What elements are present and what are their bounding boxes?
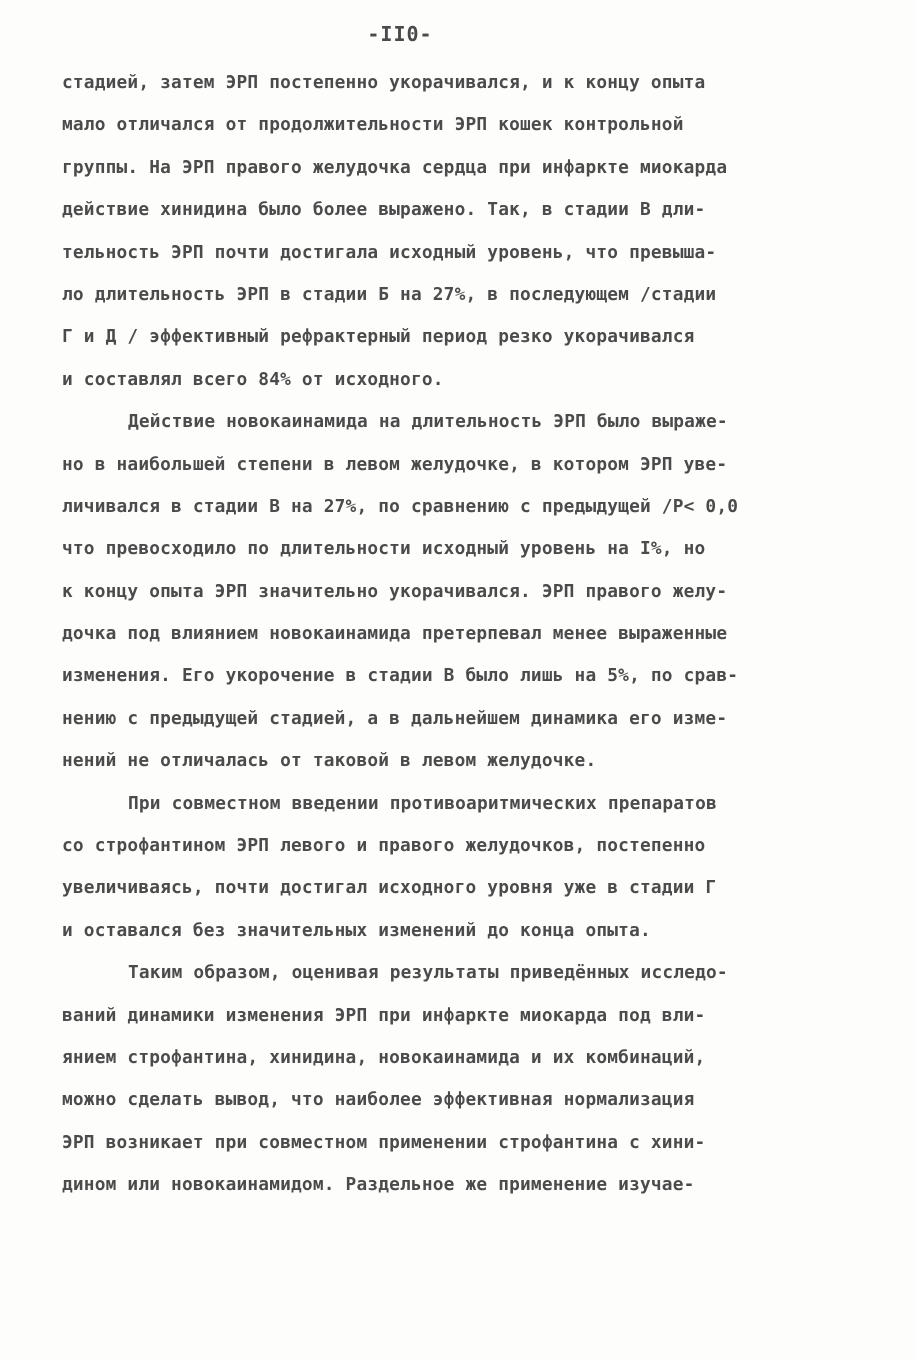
paragraph-first-line: При совместном введении противоаритмических препаратов	[128, 792, 717, 814]
text-line: и составлял всего 84% от исходного.	[62, 368, 444, 390]
text-line: мало отличался от продолжительности ЭРП кошек контрольной	[62, 114, 684, 136]
text-line: нению с предыдущей стадией, а в дальнейшем динамика его изме-	[62, 707, 728, 729]
text-line: нений не отличалась от таковой в левом желудочке.	[62, 750, 597, 772]
text-line: ЭРП возникает при совместном применении строфантина с хини-	[62, 1131, 706, 1153]
text-line: дином или новокаинамидом. Раздельное же применение изучае-	[62, 1174, 695, 1196]
text-line: группы. На ЭРП правого желудочка сердца при инфаркте миокарда	[62, 156, 728, 178]
text-line: что превосходило по длительности исходный уровень на I%, но	[62, 538, 706, 560]
paragraph-first-line: Таким образом, оценивая результаты приведённых исследо-	[128, 962, 728, 984]
page-number: -II0-	[367, 22, 433, 46]
text-line: янием строфантина, хинидина, новокаинамида и их комбинаций,	[62, 1046, 706, 1068]
text-line: со строфантином ЭРП левого и правого желудочков, постепенно	[62, 835, 706, 857]
paragraph-first-line: Действие новокаинамида на длительность ЭРП было выраже-	[128, 411, 728, 433]
text-line: можно сделать вывод, что наиболее эффективная нормализация	[62, 1089, 695, 1111]
text-line: и оставался без значительных изменений до конца опыта.	[62, 919, 651, 941]
text-line: тельность ЭРП почти достигала исходный уровень, что превыша-	[62, 241, 717, 263]
text-line: Г и Д / эффективный рефрактерный период резко укорачивался	[62, 326, 695, 348]
text-line: стадией, затем ЭРП постепенно укорачивался, и к концу опыта	[62, 72, 706, 93]
text-line: увеличиваясь, почти достигал исходного уровня уже в стадии Г	[62, 877, 717, 899]
text-line: но в наибольшей степени в левом желудочке, в котором ЭРП уве-	[62, 453, 728, 475]
text-line: личивался в стадии В на 27%, по сравнению с предыдущей /Р< 0,0	[62, 495, 739, 517]
text-line: действие хинидина было более выражено. Так, в стадии В дли-	[62, 199, 706, 221]
text-line: ваний динамики изменения ЭРП при инфаркте миокарда под вли-	[62, 1004, 706, 1026]
text-line: дочка под влиянием новокаинамида претерпевал менее выраженные	[62, 623, 728, 645]
body-text	[62, 62, 902, 1207]
text-line: к концу опыта ЭРП значительно укорачивался. ЭРП правого желу-	[62, 580, 728, 602]
text-line: изменения. Его укорочение в стадии В было лишь на 5%, по срав-	[62, 665, 739, 687]
text-line: ло длительность ЭРП в стадии Б на 27%, в последующем /стадии	[62, 283, 717, 305]
